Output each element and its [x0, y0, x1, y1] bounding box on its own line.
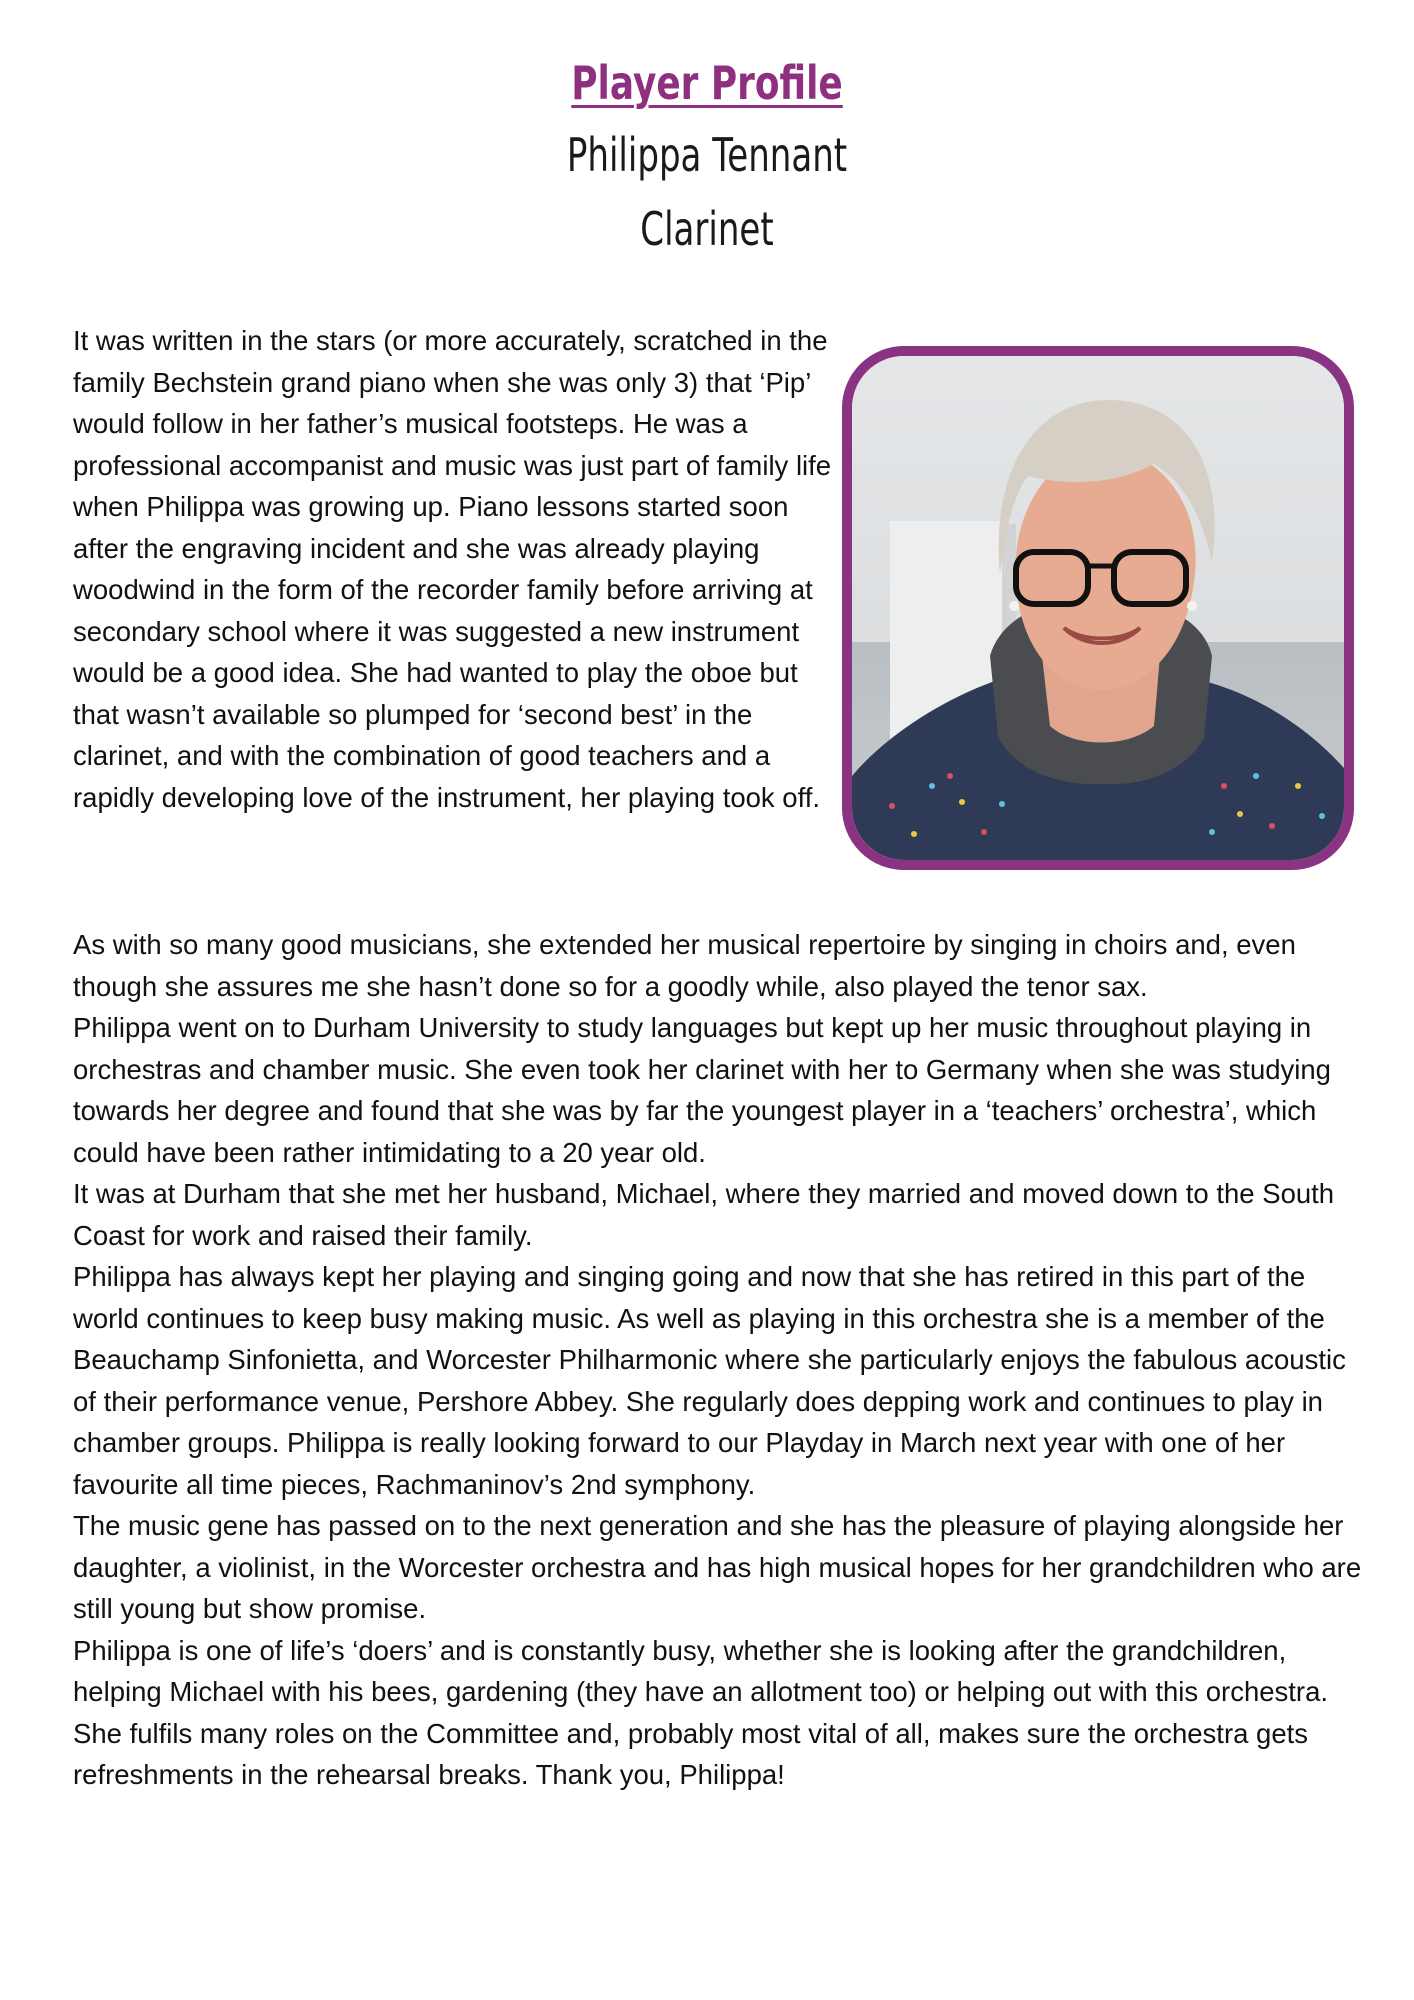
player-instrument: Clarinet — [640, 202, 774, 256]
paragraph: It was at Durham that she met her husband, Michael, where they married and moved down to the South Coast for work and raised their family. — [73, 1178, 1335, 1251]
profile-header — [0, 48, 1414, 266]
paragraph: Philippa went on to Durham University to study languages but kept up her music throughout playing in orchestras and chamber music. She even took her clarinet with her to Germany when she was studying towards her degree and found that she was by far the youngest player in a ‘teachers’ orchestra’, which could have been rather intimidating to a 20 year old. — [73, 1012, 1331, 1168]
paragraph: Philippa has always kept her playing and singing going and now that she has retired in this part of the world continues to keep busy making music. As well as playing in this orchestra she is a member of the Beauchamp Sinfonietta, and Worcester Philharmonic where she particularly enjoys the fabulous acoustic of their performance venue, Pershore Abbey. She regularly does depping work and continues to play in chamber groups. Philippa is really looking forward to our Playday in March next year with one of her favourite all time pieces, Rachmaninov’s 2nd symphony. — [73, 1261, 1346, 1500]
paragraph: Philippa is one of life’s ‘doers’ and is constantly busy, whether she is looking after the grandchildren, helping Michael with his bees, gardening (they have an allotment too) or helping out with this orchestra. She fulfils many roles on the Committee and, probably most vital of all, makes sure the orchestra gets refreshments in the rehearsal breaks. Thank you, Philippa! — [73, 1634, 1329, 1790]
paragraph: As with so many good musicians, she extended her musical repertoire by singing in choirs and, even though she assures me she hasn’t done so for a goodly while, also played the tenor sax. — [73, 929, 1296, 1002]
paragraph: The music gene has passed on to the next generation and she has the pleasure of playing alongside her daughter, a violinist, in the Worcester orchestra and has high musical hopes for her grandchildren who are still young but show promise. — [73, 1510, 1362, 1624]
intro-paragraph: It was written in the stars (or more accurately, scratched in the family Bechstein grand piano when she was only 3) that ‘Pip’ would follow in her father’s musical footsteps. He was a professional accompanist and music was just part of family life when Philippa was growing up. Piano lessons started soon after the engraving incident and she was already playing woodwind in the form of the recorder family before arriving at secondary school where it was suggested a new instrument would be a good idea. She had wanted to play the oboe but that wasn’t available so plumped for ‘second best’ in the clarinet, and with the combination of good teachers and a rapidly developing love of the instrument, her playing took off. — [73, 325, 832, 813]
page-title: Player Profile — [571, 56, 843, 110]
profile-body — [73, 924, 1363, 1796]
player-portrait-image — [852, 356, 1344, 860]
player-photo — [842, 346, 1354, 870]
player-name: Philippa Tennant — [566, 128, 848, 182]
